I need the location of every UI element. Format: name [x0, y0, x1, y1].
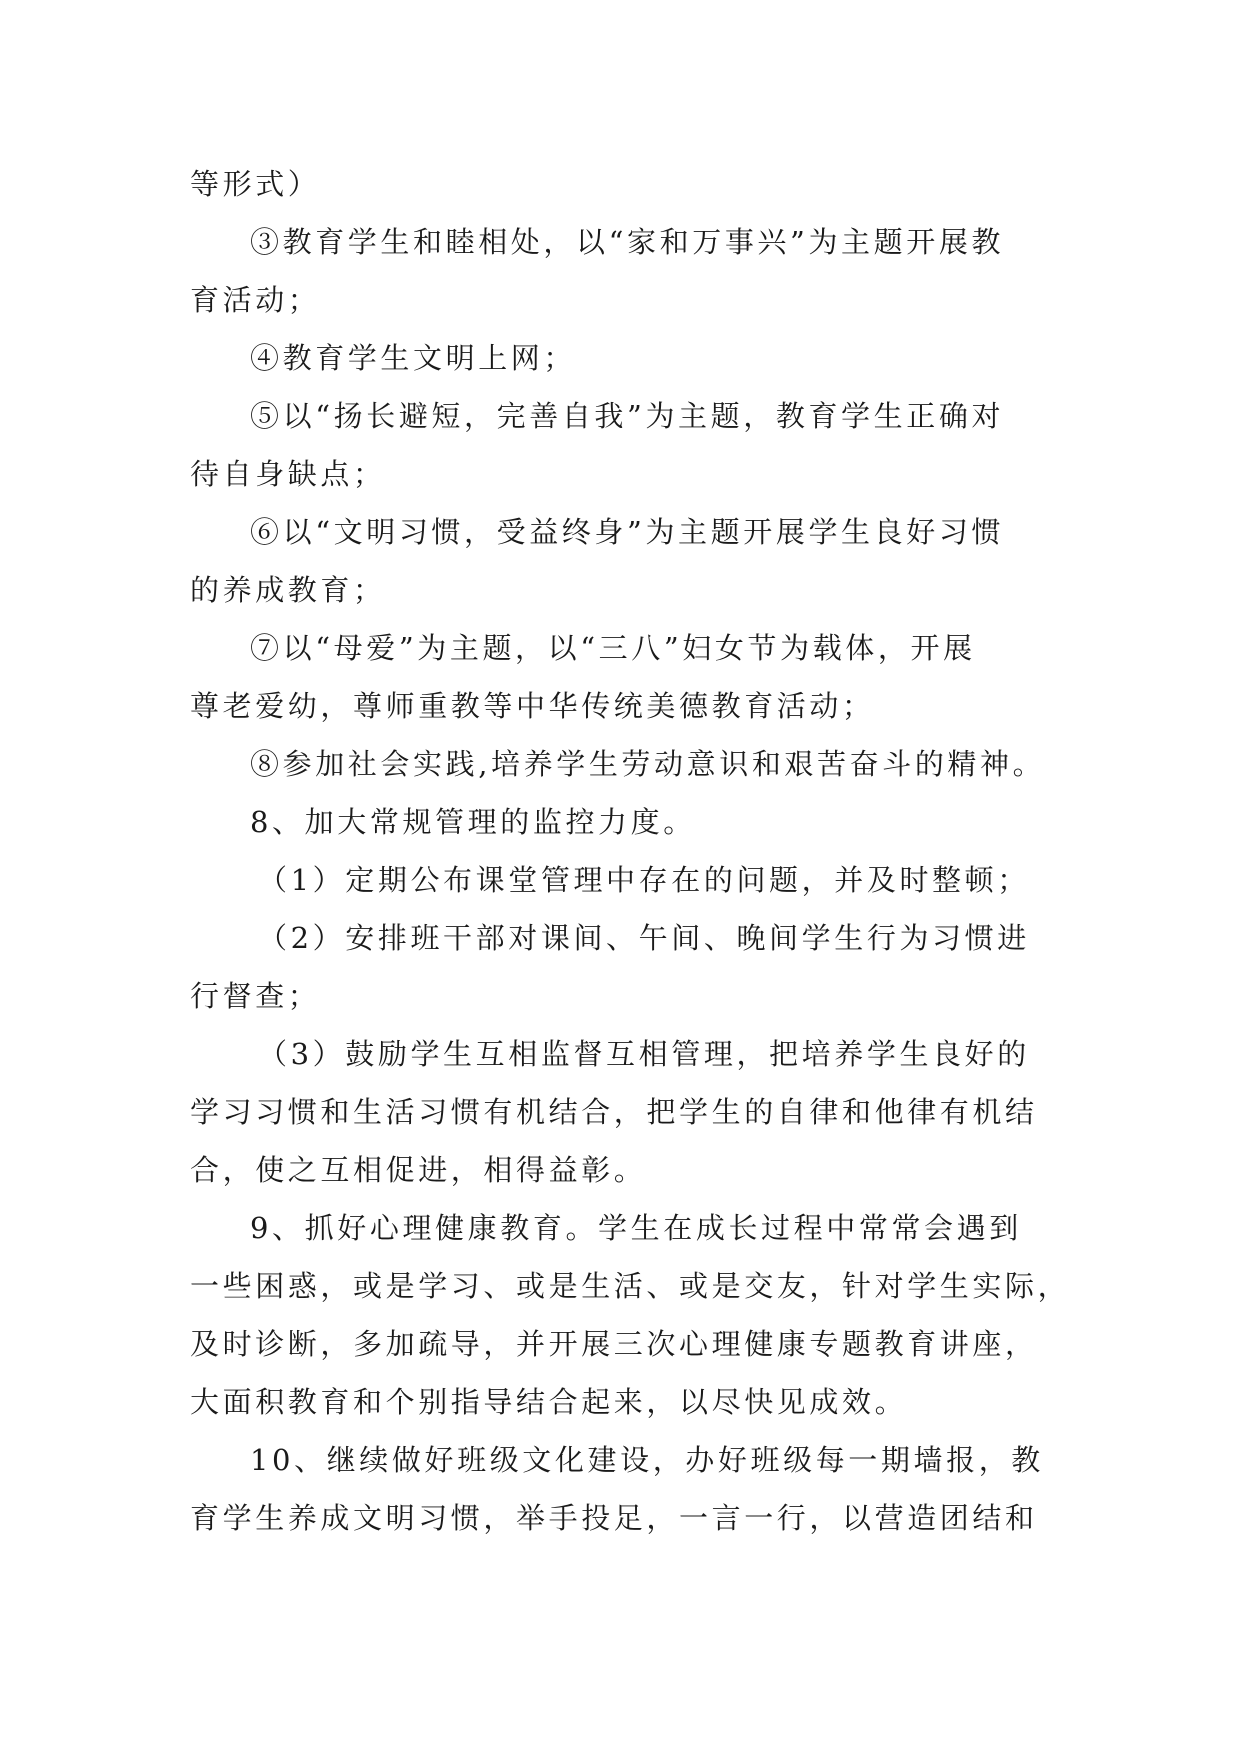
text-line: 学习习惯和生活习惯有机结合，把学生的自律和他律有机结	[190, 1095, 1038, 1129]
text-line: 8、加大常规管理的监控力度。	[250, 805, 696, 839]
text-line: 待自身缺点；	[190, 457, 386, 491]
text-line: ⑤以“扬长避短，完善自我”为主题，教育学生正确对	[250, 399, 1005, 433]
text-line: 一些困惑，或是学习、或是生活、或是交友，针对学生实际，	[190, 1269, 1071, 1303]
text-line: ⑦以“母爱”为主题，以“三八”妇女节为载体，开展	[250, 631, 976, 665]
text-line: ③教育学生和睦相处，以“家和万事兴”为主题开展教	[250, 225, 1005, 259]
text-line: （3）鼓励学生互相监督互相管理，把培养学生良好的	[258, 1037, 1030, 1071]
text-line: 大面积教育和个别指导结合起来，以尽快见成效。	[190, 1385, 908, 1419]
text-line: 9、抓好心理健康教育。学生在成长过程中常常会遇到	[250, 1211, 1022, 1245]
text-line: （2）安排班干部对课间、午间、晚间学生行为习惯进	[258, 921, 1030, 955]
text-line: 及时诊断，多加疏导，并开展三次心理健康专题教育讲座，	[190, 1327, 1038, 1361]
text-line: 等形式）	[190, 167, 321, 201]
text-line: 行督查；	[190, 979, 321, 1013]
text-line: 育活动；	[190, 283, 321, 317]
text-line: 10、继续做好班级文化建设，办好班级每一期墙报，教	[250, 1443, 1044, 1477]
text-line: （1）定期公布课堂管理中存在的问题，并及时整顿；	[258, 863, 1030, 897]
text-line: 尊老爱幼，尊师重教等中华传统美德教育活动；	[190, 689, 875, 723]
text-line: 的养成教育；	[190, 573, 386, 607]
text-line: 育学生养成文明习惯，举手投足，一言一行，以营造团结和	[190, 1501, 1038, 1535]
text-line: ⑧参加社会实践,培养学生劳动意识和艰苦奋斗的精神。	[250, 747, 1046, 781]
text-line: ⑥以“文明习惯，受益终身”为主题开展学生良好习惯	[250, 515, 1005, 549]
text-line: ④教育学生文明上网；	[250, 341, 577, 375]
text-line: 合，使之互相促进，相得益彰。	[190, 1153, 647, 1187]
